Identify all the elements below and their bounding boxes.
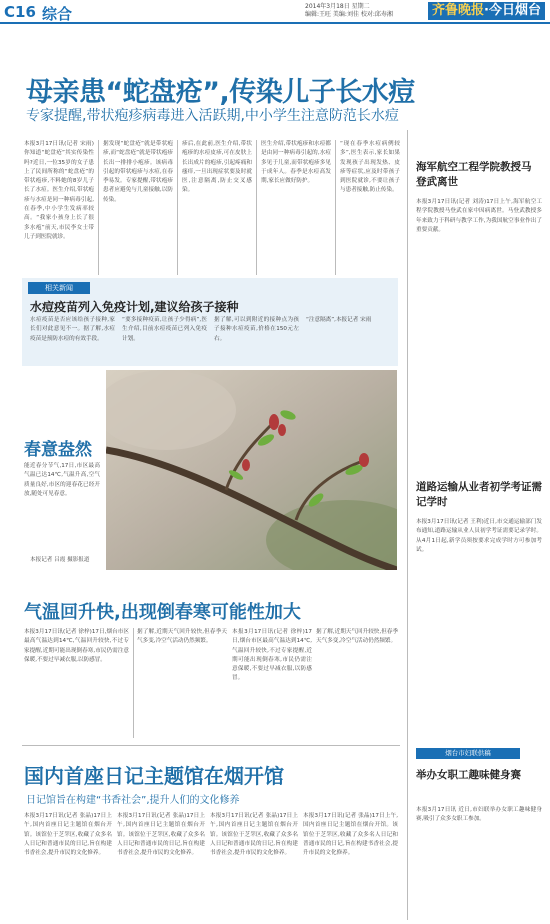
column-divider: [256, 140, 257, 275]
brand-prefix: 齐鲁晚报: [432, 3, 485, 18]
temperature-column-2: 据了解,近期天气回升较快,但春季天气多变,冷空气活动仍然频繁。: [137, 629, 227, 645]
spring-photo-title: 春意盎然: [24, 440, 92, 460]
spring-blossom-photo: [106, 370, 397, 570]
column-divider: [98, 140, 99, 275]
related-column-2: “要多接种疫苗,让孩子少得病”,医生介绍,目前水痘疫苗已列入免疫计划。: [122, 317, 207, 342]
sidebar-story-1-body: 本报3月17日讯(记者 刘涛)17日上午,海军航空工程学院教授马登武在家中因病离世。马登武教授多年来致力于科研与教学工作,为我国航空事业作出了重要贡献。: [416, 199, 542, 233]
museum-subtitle: 日记馆旨在构建“书香社会”,提升人们的文化修养: [26, 795, 240, 806]
lead-subhead: 专家提醒,带状疱疹病毒进入活跃期,中小学生注意防范长水痘: [26, 108, 399, 124]
museum-column-1: 本报3月17日讯(记者 张晶)17日上午,国内首座日记主题馆在烟台开馆。该馆位于芝罘区,收藏了众多名人日记和普通市民的日记,旨在构建书香社会,提升市民的文化修养。: [24, 813, 112, 857]
museum-column-2: 本报3月17日讯(记者 张晶)17日上午,国内首座日记主题馆在烟台开馆。该馆位于芝罘区,收藏了众多名人日记和普通市民的日记,旨在构建书香社会,提升市民的文化修养。: [117, 813, 205, 857]
temperature-column-1: 本报3月17日讯(记者 徐梓)17日,烟台市区最高气温达到14℃,气温回升较快,不过专家提醒,近期可能出现倒春寒,市民仍需注意保暖,不要过早减衣服,以防感冒。: [24, 629, 129, 663]
section-name: 综合: [42, 5, 73, 23]
newspaper-brand: [428, 2, 545, 20]
lead-headline: 母亲患“蛇盘疮”,传染儿子长水痘: [26, 77, 415, 108]
issue-meta: [305, 3, 400, 19]
page-number: C16: [4, 3, 36, 21]
sidebar-story-2-body: 本报3月17日讯(记者 王利)近日,市交通运输部门发布通知,道路运输从业人员初学考证需要记录学时。从4月1日起,新学员须按要求完成学时方可参加考试。: [416, 519, 542, 553]
museum-column-3: 本报3月17日讯(记者 张晶)17日上午,国内首座日记主题馆在烟台开馆。该馆位于芝罘区,收藏了众多名人日记和普通市民的日记,旨在构建书香社会,提升市民的文化修养。: [210, 813, 298, 857]
issue-date: 2014年3月18日 星期二: [305, 3, 370, 10]
sidebar-story-2-title: 道路运输从业者初学考证需记学时: [416, 481, 542, 508]
temperature-column-4: 据了解,近期天气回升较快,但春季天气多变,冷空气活动仍然频繁。: [316, 629, 398, 645]
page-header: [0, 0, 550, 24]
spring-credit: 本报记者 吕霞 摄影报道: [30, 557, 90, 563]
blossom-image: [106, 370, 397, 570]
related-column-1: 水痘疫苗是否应该给孩子接种,家长们对此意见不一。据了解,水痘疫苗是预防水痘的有效手段。: [30, 317, 115, 342]
sidebar-story-3-title: 举办女职工趣味健身赛: [416, 769, 521, 781]
related-column-3: 据了解,可以到附近的接种点为孩子接种水痘疫苗,价格在150元左右。: [214, 317, 299, 342]
temperature-headline: 气温回升快,出现倒春寒可能性加大: [24, 602, 301, 623]
section-divider: [22, 745, 400, 746]
museum-column-4: 本报3月17日讯(记者 张晶)17日上午,国内首座日记主题馆在烟台开馆。该馆位于芝罘区,收藏了众多名人日记和普通市民的日记,旨在构建书香社会,提升市民的文化修养。: [303, 813, 398, 857]
sidebar-story-3-body: 本报3月17日讯 近日,市妇联举办女职工趣味健身赛,吸引了众多女职工参加。: [416, 807, 542, 823]
lead-column-4: 医生介绍,带状疱疹和水痘都是由同一种病毒引起的,水痘多见于儿童,而带状疱疹多见于成年人。春季是水痘高发期,家长应做好防护。: [261, 141, 331, 185]
column-divider: [177, 140, 178, 275]
related-column-4: “注意隔离”,本报记者 宋雨: [306, 317, 372, 323]
brand-suffix: ·今日烟台: [484, 3, 541, 18]
issue-editors: 编辑:王旺 美编:刘佳 校对:邱寿湘: [305, 11, 393, 18]
lead-column-1: 本报3月17日讯(记者 宋雨) 你知道“蛇盘疮”其实传染性吗?近日,一位35岁的女子患上了民间所称的“蛇盘疮”的带状疱疹,不料她的8岁儿子长了水痘。医生介绍,带状疱疹与水痘是同一种病毒引起,在春季,中小学生发病率较高。“我家小孩身上长了很多水疱”前天,市民李女士带儿子到医院就诊。: [24, 141, 94, 240]
related-news-box: [22, 278, 398, 366]
column-divider: [335, 140, 336, 275]
lead-column-2: 据发现“蛇盘疮”就是带状疱疹,而“蛇盘疮”就是带状疱疹长出一排排小疱疹。该病毒引起的带状疱疹与水痘,在春季易发。专家提醒,带状疱疹患者应避免与儿童接触,以防传染。: [103, 141, 173, 203]
related-news-title: 水痘疫苗列入免疫计划,建议给孩子接种: [30, 300, 239, 314]
sidebar-story-1-title: 海军航空工程学院教授马登武离世: [416, 161, 532, 188]
sidebar-story-3-tag: 烟台市妇联供稿: [416, 748, 520, 759]
column-divider: [133, 628, 134, 738]
sidebar-divider: [407, 130, 408, 920]
temperature-column-3: 本报3月17日讯(记者 徐梓)17日,烟台市区最高气温达到14℃,气温回升较快,不过专家提醒,近期可能出现倒春寒,市民仍需注意保暖,不要过早减衣服,以防感冒。: [232, 629, 312, 682]
spring-caption: 能近春分节气,17日,市区最高气温已达14℃,气温升高,空气质量良好,市区的迎春花已经开放,随处可见春意。: [24, 463, 100, 497]
museum-headline: 国内首座日记主题馆在烟开馆: [24, 764, 284, 788]
related-news-tag: 相关新闻: [28, 282, 90, 294]
lead-column-3: 疹后,在此前,医生介绍,带状疱疹的水痘皮疹,可在皮肤上长出成片的疱疹,引起疼痛和瘙痒,一旦出现症状要及时就医,注意隔离,防止交叉感染。: [182, 141, 252, 194]
lead-column-5: “现在春季水痘病例较多”,医生表示,家长如果发现孩子出现发热、皮疹等症状,应及时带孩子到医院就诊,不要让孩子与患者接触,防止传染。: [340, 141, 400, 194]
